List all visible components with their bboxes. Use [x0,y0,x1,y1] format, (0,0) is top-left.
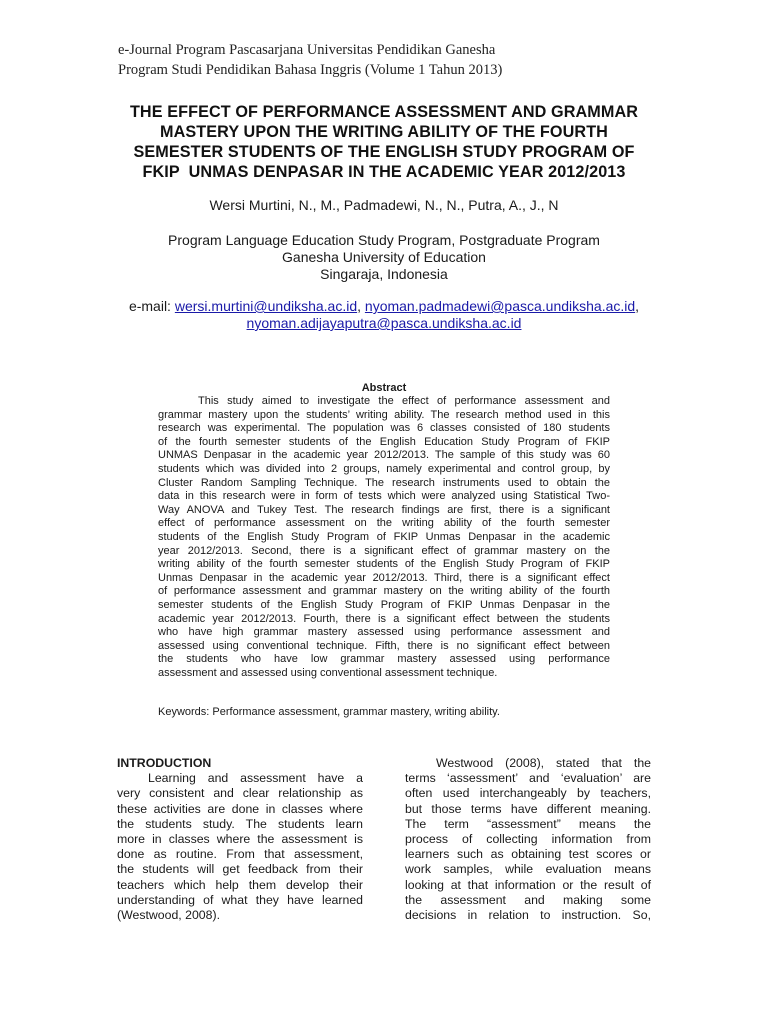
running-header [118,40,678,80]
affiliation-university: Ganesha University of Education [282,249,486,265]
body-line: learners such as obtaining test scores or [405,847,651,862]
body-line: often used interchangeably by teachers, [405,786,651,801]
abstract-line: the students who have low grammar mastery assessed using performance [158,653,610,666]
journal-name: e-Journal Program Pascasarjana Universitas Pendidikan Ganesha [118,42,496,58]
abstract-line: assessed using conventional technique. Fifth, there is no significant effect between [158,639,610,652]
introduction-column [117,756,363,923]
abstract-heading: Abstract [361,382,407,394]
body-line: process of collecting information from [405,832,651,847]
intro-line: more in classes where the assessment is [117,832,363,847]
body-line: work samples, while evaluation means [405,862,651,877]
abstract-line: Unmas Denpasar in the academic year 2012/2013. Third, there is a significant effect [158,571,610,584]
intro-line: teachers which help them develop their [117,877,363,892]
email-link-adijayaputra[interactable]: nyoman.adijayaputra@pasca.undiksha.ac.id [246,315,522,331]
body-line: terms ‘assessment’ and ‘evaluation’ are [405,771,651,786]
abstract-line: This study aimed to investigate the effect of performance assessment and [198,395,610,407]
abstract-line: assessment and assessed using conventional assessment technique. [158,666,498,679]
body-line: but those terms have different meaning. [405,801,651,816]
title-line: THE EFFECT OF PERFORMANCE ASSESSMENT AND GRAMMAR [129,103,639,121]
abstract-line: effect of performance assessment on the writing ability of the fourth semester [158,517,610,530]
body-line: The term “assessment” means the [405,816,651,831]
abstract-line: research was experimental. The population was 6 classes consisted of 180 students [158,422,610,435]
abstract-line: academic year 2012/2013. Fourth, there is a significant effect between the students [158,612,610,625]
abstract-line: of performance assessment and grammar mastery on the writing ability of the fourth [158,585,610,598]
affiliation [100,232,668,283]
intro-line: (Westwood, 2008). [117,908,220,923]
title-line: SEMESTER STUDENTS OF THE ENGLISH STUDY PROGRAM OF [133,143,635,161]
email-separator: , [635,298,640,314]
abstract-line: year 2012/2013. Second, there is a significant effect of grammar mastery on the [158,544,610,557]
email-link-murtini[interactable]: wersi.murtini@undiksha.ac.id [174,298,358,314]
introduction-heading: INTRODUCTION [117,756,212,770]
title-line: FKIP UNMAS DENPASAR IN THE ACADEMIC YEAR 2012/2013 [142,163,626,181]
body-line: looking at that information or the result of [405,877,651,892]
intro-line: done as routine. From that assessment, [117,847,363,862]
authors: Wersi Murtini, N., M., Padmadewi, N., N., Putra, A., J., N [209,197,559,213]
intro-line: the students will get feedback from their [117,862,363,877]
intro-line: Learning and assessment have a [148,771,363,786]
body-line: the assessment and making some [405,892,651,907]
email-label: e-mail: [128,298,175,314]
abstract-line: of the fourth semester students of the English Education Study Program of FKIP [158,435,610,448]
email-block [100,298,668,332]
abstract-line: grammar mastery upon the students’ writing ability. The research method used in this [158,408,610,421]
abstract-line: students which was divided into 2 groups, namely experimental and control group, by [158,462,610,475]
abstract-line: semester students of the English Study Program of FKIP Unmas Denpasar in the [158,598,610,611]
intro-line: the students study. The students learn [117,816,363,831]
right-column [405,756,651,923]
keywords: Keywords: Performance assessment, grammar mastery, writing ability. [158,706,500,718]
affiliation-program: Program Language Education Study Program, Postgraduate Program [168,232,600,248]
abstract-body [158,395,610,680]
email-link-padmadewi[interactable]: nyoman.padmadewi@pasca.undiksha.ac.id [364,298,636,314]
body-line: Westwood (2008), stated that the [436,756,651,770]
intro-line: understanding of what they have learned [117,892,363,907]
abstract-line: students of the English Study Program of FKIP Unmas Denpasar in the academic [158,530,610,543]
intro-line: very consistent and clear relationship as [117,786,363,801]
program-volume: Program Studi Pendidikan Bahasa Inggris (Volume 1 Tahun 2013) [118,62,503,78]
affiliation-city: Singaraja, Indonesia [320,266,448,282]
abstract-line: who have high grammar mastery assessed using performance assessment and [158,626,610,639]
abstract-line: writing ability of the fourth semester students of the English Study Program of FKIP [158,558,610,571]
email-separator: , [357,298,365,314]
intro-line: these activities are done in classes where [117,801,363,816]
paper-title [100,102,668,182]
abstract-line: Way ANOVA and Tukey Test. The research findings are first, there is a significant [158,503,610,516]
body-line: decisions in relation to instruction. So, [405,908,651,923]
abstract-line: Cluster Random Sampling Technique. The research instruments used to obtain the [158,476,610,489]
abstract-line: data in this research were in form of tests which were analyzed using Statistical Two- [158,490,610,503]
abstract-line: UNMAS Denpasar in the academic year 2012/2013. The sample of this study was 60 [158,449,610,462]
title-line: MASTERY UPON THE WRITING ABILITY OF THE FOURTH [160,123,608,141]
